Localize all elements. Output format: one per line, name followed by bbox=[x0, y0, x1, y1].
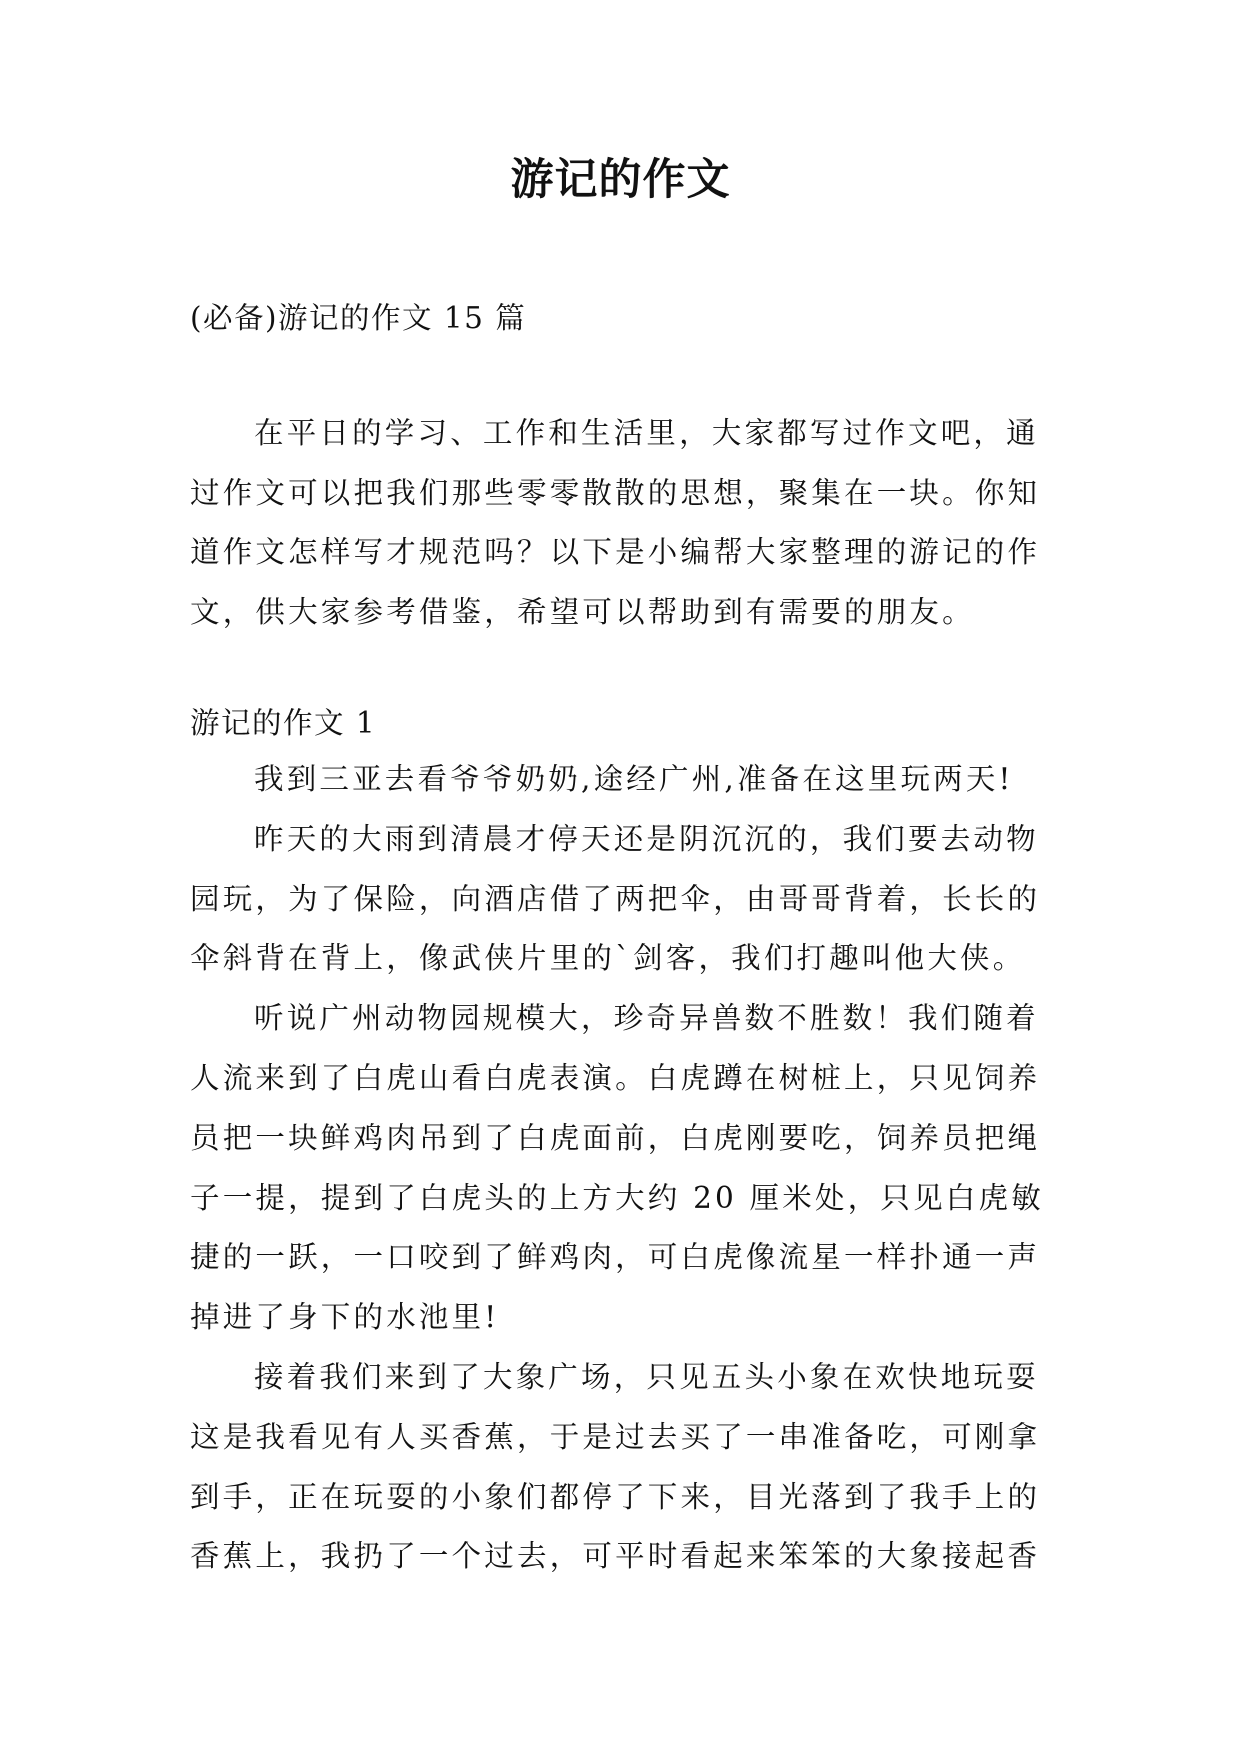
body-paragraph: 昨天的大雨到清晨才停天还是阴沉沉的，我们要去动物园玩，为了保险，向酒店借了两把伞，由哥哥背着，长长的伞斜背在背上，像武侠片里的`剑客，我们打趣叫他大侠。 bbox=[190, 821, 1041, 976]
body-paragraph: 听说广州动物园规模大，珍奇异兽数不胜数！我们随着人流来到了白虎山看白虎表演。白虎蹲在树桩上，只见饲养员把一块鲜鸡肉吊到了白虎面前，白虎刚要吃，饲养员把绳子一提，提到了白虎头的上方大约 20 厘米处，只见白虎敏捷的一跃，一口咬到了鲜鸡肉，可白虎像流星一样扑通一声掉进了身下的水池里! bbox=[190, 1001, 1044, 1335]
intro-paragraph: 在平日的学习、工作和生活里，大家都写过作文吧，通过作文可以把我们那些零零散散的思想，聚集在一块。你知道作文怎样写才规范吗？以下是小编帮大家整理的游记的作文，供大家参考借鉴，希望可以帮助到有需要的朋友。 bbox=[190, 416, 1041, 629]
body-paragraph: 我到三亚去看爷爷奶奶,途经广州,准备在这里玩两天! bbox=[254, 762, 1014, 796]
essay-body bbox=[190, 750, 1058, 1587]
body-paragraph: 接着我们来到了大象广场，只见五头小象在欢快地玩耍这是我看见有人买香蕉，于是过去买了一串准备吃，可刚拿到手，正在玩耍的小象们都停了下来，目光落到了我手上的香蕉上，我扔了一个过去，可平时看起来笨笨的大象接起香 bbox=[190, 1359, 1041, 1574]
document-title: 游记的作文 bbox=[510, 155, 731, 205]
section-heading: 游记的作文 1 bbox=[190, 706, 377, 740]
document-subtitle: (必备)游记的作文 15 篇 bbox=[190, 301, 527, 335]
